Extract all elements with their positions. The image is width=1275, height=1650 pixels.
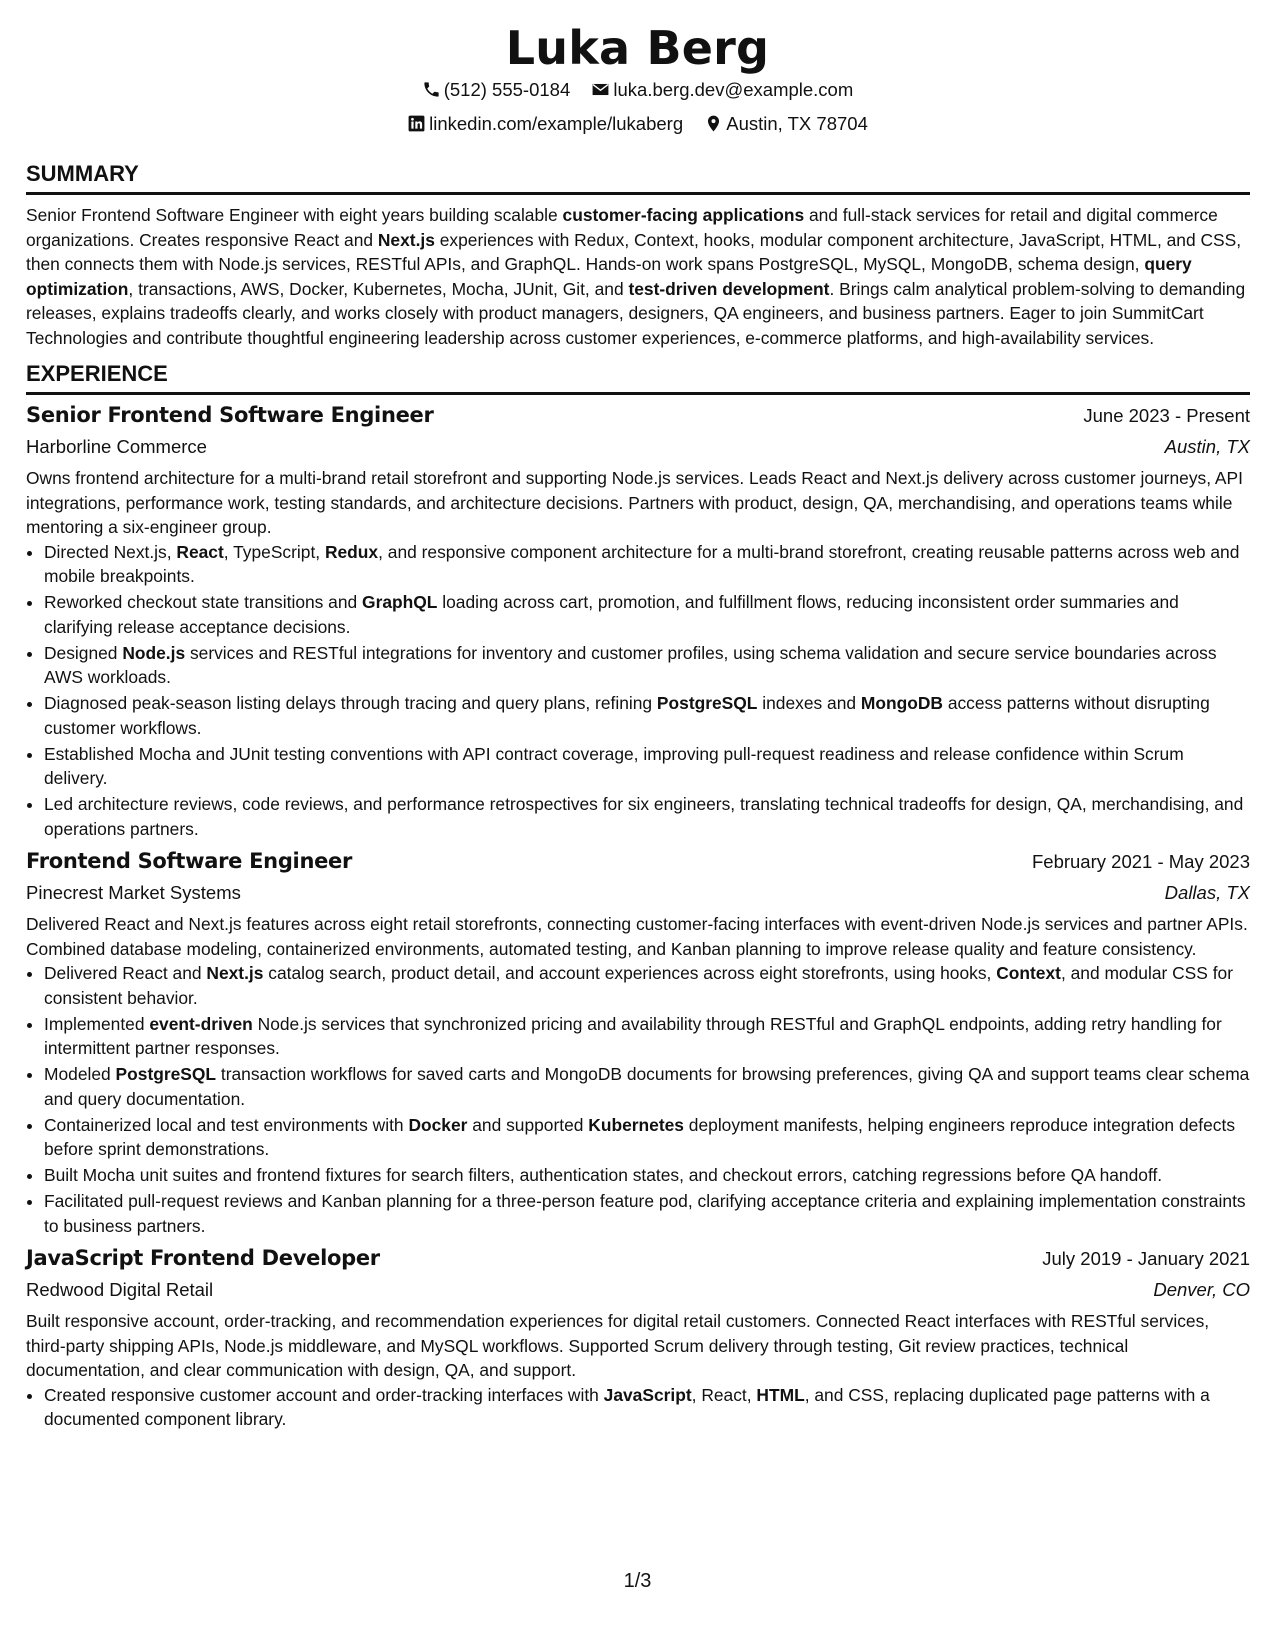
job-dates: June 2023 - Present (1083, 405, 1250, 426)
linkedin-text: linkedin.com/example/lukaberg (429, 113, 684, 134)
achievement-list (26, 1383, 1250, 1432)
emphasized-term: HTML (756, 1384, 805, 1405)
achievement-bullet: • Delivered React and Next.js catalog search, product detail, and account experiences across eight storefronts, using hooks, Context, and modular CSS for consistent behavior. (44, 961, 1250, 1010)
role-row (26, 399, 1250, 432)
company-row (26, 878, 1250, 908)
achievement-bullet: • Created responsive customer account and order-tracking interfaces with JavaScript, React, HTML, and CSS, replacing duplicated page patterns with a documented component library. (44, 1383, 1250, 1432)
phone-contact[interactable] (422, 74, 571, 105)
role-row (26, 1242, 1250, 1275)
experience-list (26, 399, 1250, 1432)
emphasized-term: event-driven (149, 1013, 253, 1034)
experience-heading: EXPERIENCE (26, 360, 1250, 395)
job-dates: February 2021 - May 2023 (1031, 851, 1250, 872)
contact-row-2 (0, 108, 1275, 142)
emphasized-term: Next.js (377, 229, 435, 250)
emphasized-term: PostgreSQL (115, 1064, 217, 1084)
summary-text: Senior Frontend Software Engineer with eight years building scalable customer-facing applications and full-stack services for retail and digital commerce organizations. Creates responsive React and Next.js experiences with Redux, Context, hooks, modular component architecture, JavaScript, HTML, and CSS, then connects them with Node.js services, RESTful APIs, and GraphQL. Hands-on work spans PostgreSQL, MySQL, MongoDB, schema design, query optimization, transactions, AWS, Docker, Kubernetes, Mocha, JUnit, Git, and test-driven development. Brings calm analytical problem-solving to demanding releases, explains tradeoffs clearly, and works closely with product managers, designers, QA engineers, and business partners. Eager to join SummitCart Technologies and contribute thoughtful engineering leadership across customer experiences, e-commerce platforms, and high-availability services. (26, 205, 1246, 348)
job-dates: July 2019 - January 2021 (1042, 1248, 1250, 1269)
emphasized-term: Context (996, 963, 1061, 983)
experience-entry (26, 399, 1250, 841)
email-contact[interactable] (591, 74, 853, 105)
job-description: Owns frontend architecture for a multi-brand retail storefront and supporting Node.js services. Leads React and Next.js delivery across customer journeys, API integrations, performance work, testing standards, and architecture decisions. Partners with product, design, QA, merchandising, and operations teams while mentoring a six-engineer group. (26, 468, 1243, 537)
phone-text: (512) 555-0184 (443, 79, 571, 100)
email-text: luka.berg.dev@example.com (613, 79, 854, 100)
emphasized-term: test-driven development (628, 278, 830, 299)
job-location: Dallas, TX (1164, 882, 1250, 903)
experience-entry (26, 845, 1250, 1238)
company-row (26, 1275, 1250, 1305)
job-title: Frontend Software Engineer (26, 849, 353, 873)
location-text: Austin, TX 78704 (726, 113, 868, 134)
achievement-list (26, 540, 1250, 842)
contact-row-1 (0, 74, 1275, 108)
emphasized-term: Node.js (122, 642, 186, 663)
job-title: Senior Frontend Software Engineer (26, 403, 434, 427)
achievement-bullet: • Directed Next.js, React, TypeScript, Redux, and responsive component architecture for a multi-brand storefront, creating reusable patterns across web and mobile breakpoints. (44, 540, 1250, 589)
emphasized-term: MongoDB (860, 693, 943, 713)
emphasized-term: Docker (408, 1114, 468, 1135)
achievement-bullet: • Modeled PostgreSQL transaction workflows for saved carts and MongoDB documents for browsing preferences, giving QA and support teams clear schema and query documentation. (44, 1062, 1250, 1111)
linkedin-icon (407, 114, 426, 133)
emphasized-term: Redux (324, 541, 379, 562)
emphasized-term: GraphQL (362, 592, 438, 612)
envelope-icon (591, 80, 610, 99)
company-name: Pinecrest Market Systems (26, 882, 241, 903)
map-pin-icon (704, 114, 723, 133)
emphasized-term: JavaScript (603, 1384, 692, 1405)
job-title: JavaScript Frontend Developer (26, 1246, 380, 1270)
achievement-bullet: • Established Mocha and JUnit testing conventions with API contract coverage, improving pull-request readiness and release confidence within Scrum delivery. (44, 742, 1250, 791)
achievement-bullet: • Diagnosed peak-season listing delays through tracing and query plans, refining PostgreSQL indexes and MongoDB access patterns without disrupting customer workflows. (44, 691, 1250, 740)
page-number: 1/3 (623, 1570, 652, 1592)
role-row (26, 845, 1250, 878)
achievement-bullet: • Designed Node.js services and RESTful integrations for inventory and customer profiles, using schema validation and secure service boundaries across AWS workloads. (44, 641, 1250, 690)
job-description: Built responsive account, order-tracking, and recommendation experiences for digital retail customers. Connected React interfaces with RESTful services, third-party shipping APIs, Node.js middleware, and MySQL workflows. Supported Scrum delivery through testing, Git review practices, technical documentation, and clear communication with design, QA, and support. (26, 1311, 1210, 1380)
location-contact (704, 108, 868, 139)
achievement-bullet: • Containerized local and test environments with Docker and supported Kubernetes deployment manifests, helping engineers reproduce integration defects before sprint demonstrations. (44, 1113, 1250, 1162)
achievement-bullet: • Facilitated pull-request reviews and Kanban planning for a three-person feature pod, clarifying acceptance criteria and explaining implementation constraints to business partners. (44, 1189, 1250, 1238)
emphasized-term: query optimization (26, 254, 1192, 299)
resume-header (0, 0, 1275, 142)
company-row (26, 432, 1250, 462)
emphasized-term: Next.js (206, 963, 264, 983)
candidate-name: Luka Berg (505, 21, 770, 75)
emphasized-term: PostgreSQL (656, 693, 758, 713)
experience-entry (26, 1242, 1250, 1432)
achievement-bullet: • Built Mocha unit suites and frontend fixtures for search filters, authentication states, and checkout errors, catching regressions before QA handoff. (44, 1163, 1250, 1188)
achievement-list (26, 961, 1250, 1238)
job-location: Austin, TX (1164, 436, 1250, 457)
resume-content (26, 160, 1250, 1433)
job-location: Denver, CO (1153, 1279, 1250, 1300)
emphasized-term: Kubernetes (588, 1114, 684, 1135)
emphasized-term: customer-facing applications (562, 205, 805, 225)
company-name: Harborline Commerce (26, 436, 207, 457)
phone-icon (422, 80, 441, 99)
summary-heading: SUMMARY (26, 160, 1250, 195)
linkedin-contact[interactable] (407, 108, 683, 139)
achievement-bullet: • Implemented event-driven Node.js services that synchronized pricing and availability through RESTful and GraphQL endpoints, adding retry handling for intermittent partner responses. (44, 1012, 1250, 1061)
emphasized-term: React (176, 541, 224, 562)
job-description: Delivered React and Next.js features across eight retail storefronts, connecting customer-facing interfaces with event-driven Node.js services and partner APIs. Combined database modeling, containerized environments, automated testing, and Kanban planning to improve release quality and feature consistency. (26, 914, 1248, 959)
company-name: Redwood Digital Retail (26, 1279, 214, 1300)
achievement-bullet: • Led architecture reviews, code reviews, and performance retrospectives for six engineers, translating technical tradeoffs for design, QA, merchandising, and operations partners. (44, 792, 1250, 841)
achievement-bullet: • Reworked checkout state transitions and GraphQL loading across cart, promotion, and fulfillment flows, reducing inconsistent order summaries and clarifying release acceptance decisions. (44, 590, 1250, 639)
